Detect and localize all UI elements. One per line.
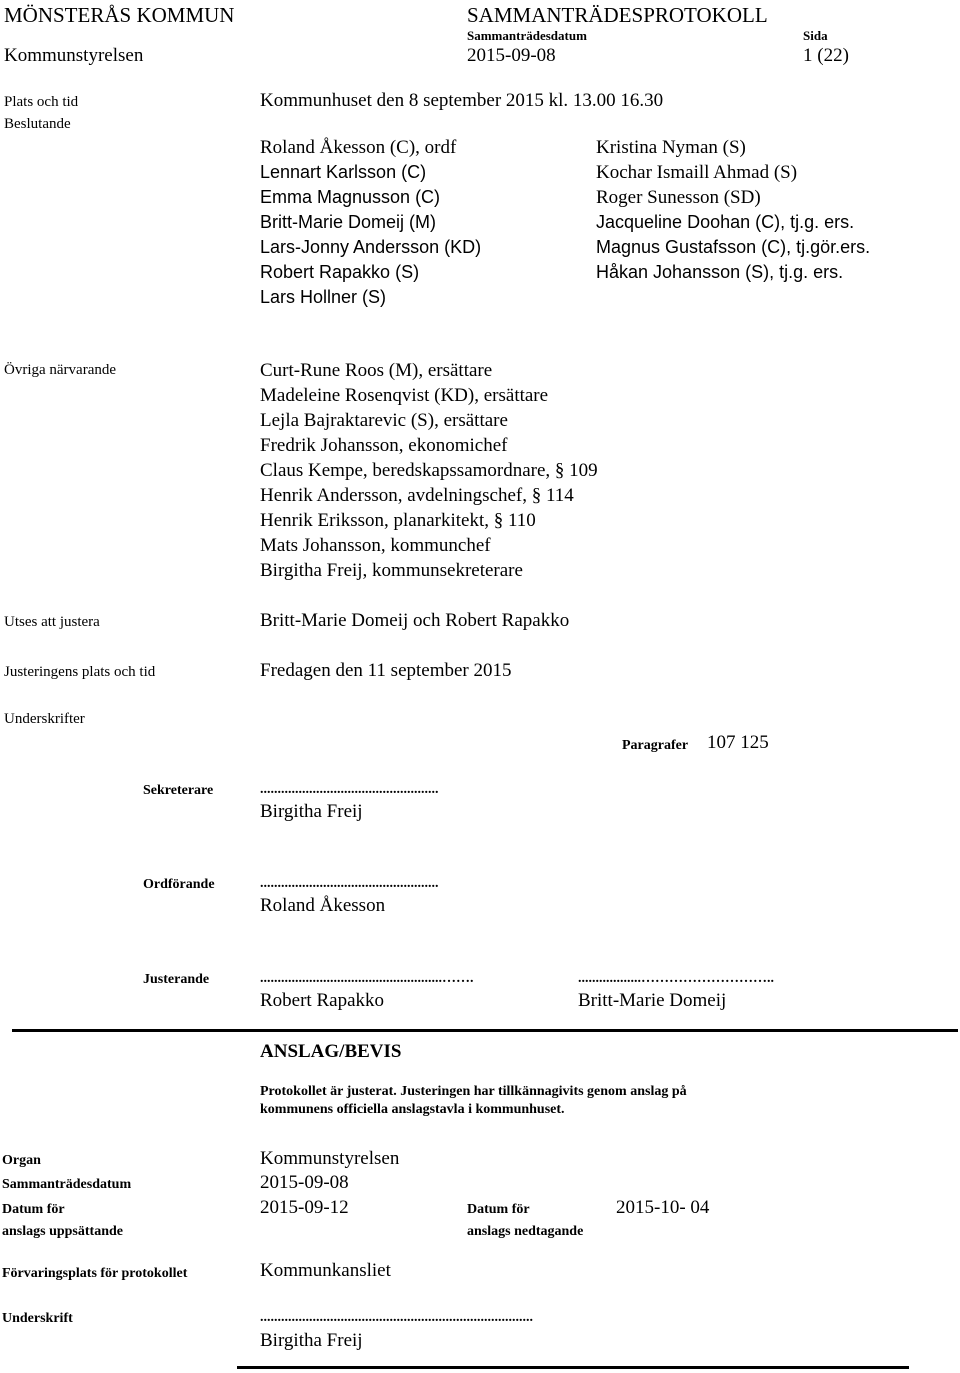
signatures-label: Underskrifter <box>4 711 85 727</box>
paragraphs-value: 107 125 <box>707 732 769 753</box>
deciding-label: Beslutande <box>4 116 71 132</box>
member: Håkan Johansson (S), tj.g. ers. <box>596 262 844 282</box>
adjuster-label: Justerande <box>143 972 210 987</box>
document-type: SAMMANTRÄDESPROTOKOLL <box>467 3 768 27</box>
bottom-divider <box>237 1366 909 1369</box>
posted-value: 2015-09-12 <box>260 1197 349 1218</box>
attendee: Fredrik Johansson, ekonomichef <box>260 435 508 456</box>
board-name: Kommunstyrelsen <box>4 45 144 66</box>
member: Lennart Karlsson (C) <box>260 162 427 182</box>
member: Magnus Gustafsson (C), tj.gör.ers. <box>596 237 871 257</box>
removed-label-2: anslags nedtagande <box>467 1224 584 1239</box>
member: Britt-Marie Domeij (M) <box>260 212 437 232</box>
signature-name: Birgitha Freij <box>260 1330 363 1351</box>
others-list <box>260 358 598 583</box>
secretary-label: Sekreterare <box>143 783 214 798</box>
adjuster1-signature-line: ....................................................……. <box>260 971 474 986</box>
posted-label-2: anslags uppsättande <box>2 1224 123 1239</box>
member: Lars Hollner (S) <box>260 287 387 307</box>
adjuster1-name: Robert Rapakko <box>260 990 385 1011</box>
chair-signature-line: ................................................... <box>260 876 439 891</box>
deciding-left-list <box>260 135 481 310</box>
member: Roland Åkesson (C), ordf <box>260 137 457 158</box>
member: Kochar Ismaill Ahmad (S) <box>596 162 798 183</box>
signature-line: .............................................................................. <box>260 1310 533 1325</box>
notice-text-line2: kommunens officiella anslagstavla i kommunhuset. <box>260 1102 565 1117</box>
storage-value: Kommunkansliet <box>260 1260 391 1281</box>
adjust-time-label: Justeringens plats och tid <box>4 664 156 680</box>
municipality-name: MÖNSTERÅS KOMMUN <box>4 3 235 27</box>
attendee: Claus Kempe, beredskapssamordnare, § 109 <box>260 460 598 481</box>
others-label: Övriga närvarande <box>4 362 117 378</box>
adjust-time-value: Fredagen den 11 september 2015 <box>260 660 512 681</box>
attendee: Birgitha Freij, kommunsekreterare <box>260 560 523 581</box>
deciding-right-list <box>596 135 870 285</box>
secretary-signature-line: ................................................... <box>260 782 439 797</box>
organ-label: Organ <box>2 1153 41 1168</box>
section-divider <box>12 1029 958 1032</box>
member: Lars-Jonny Andersson (KD) <box>260 237 482 257</box>
adjusters-value: Britt-Marie Domeij och Robert Rapakko <box>260 610 570 631</box>
chair-label: Ordförande <box>143 877 215 892</box>
attendee: Henrik Eriksson, planarkitekt, § 110 <box>260 510 536 531</box>
chair-name: Roland Åkesson <box>260 895 386 916</box>
member: Emma Magnusson (C) <box>260 187 441 207</box>
removed-label-1: Datum för <box>467 1202 530 1217</box>
storage-label: Förvaringsplats för protokollet <box>2 1266 188 1281</box>
adjuster2-name: Britt-Marie Domeij <box>578 990 727 1011</box>
posted-label-1: Datum för <box>2 1202 65 1217</box>
attendee: Curt-Rune Roos (M), ersättare <box>260 360 493 381</box>
adjuster2-signature-line: ..................……………………….. <box>578 971 774 986</box>
organ-value: Kommunstyrelsen <box>260 1148 400 1169</box>
attendee: Mats Johansson, kommunchef <box>260 535 491 556</box>
notice-text-line1: Protokollet är justerat. Justeringen har tillkännagivits genom anslag på <box>260 1084 687 1099</box>
attendee: Henrik Andersson, avdelningschef, § 114 <box>260 485 574 506</box>
member: Kristina Nyman (S) <box>596 137 746 158</box>
adjusters-label: Utses att justera <box>4 614 100 630</box>
attendee: Madeleine Rosenqvist (KD), ersättare <box>260 385 549 406</box>
removed-value: 2015-10- 04 <box>616 1197 710 1218</box>
page-label: Sida <box>803 28 828 43</box>
member: Robert Rapakko (S) <box>260 262 420 282</box>
member: Roger Sunesson (SD) <box>596 187 761 208</box>
place-label: Plats och tid <box>4 94 79 110</box>
paragraphs-label: Paragrafer <box>622 738 689 753</box>
attendee: Lejla Bajraktarevic (S), ersättare <box>260 410 508 431</box>
member: Jacqueline Doohan (C), tj.g. ers. <box>596 212 855 232</box>
signature-label: Underskrift <box>2 1311 73 1326</box>
page-number: 1 (22) <box>803 45 849 66</box>
secretary-name: Birgitha Freij <box>260 801 363 822</box>
meeting-date-label: Sammanträdesdatum <box>2 1177 132 1192</box>
notice-title: ANSLAG/BEVIS <box>260 1041 402 1062</box>
place-value: Kommunhuset den 8 september 2015 kl. 13.00 16.30 <box>260 90 664 111</box>
date-label: Sammanträdesdatum <box>467 28 587 43</box>
meeting-date-value: 2015-09-08 <box>260 1172 349 1193</box>
meeting-date: 2015-09-08 <box>467 45 556 66</box>
